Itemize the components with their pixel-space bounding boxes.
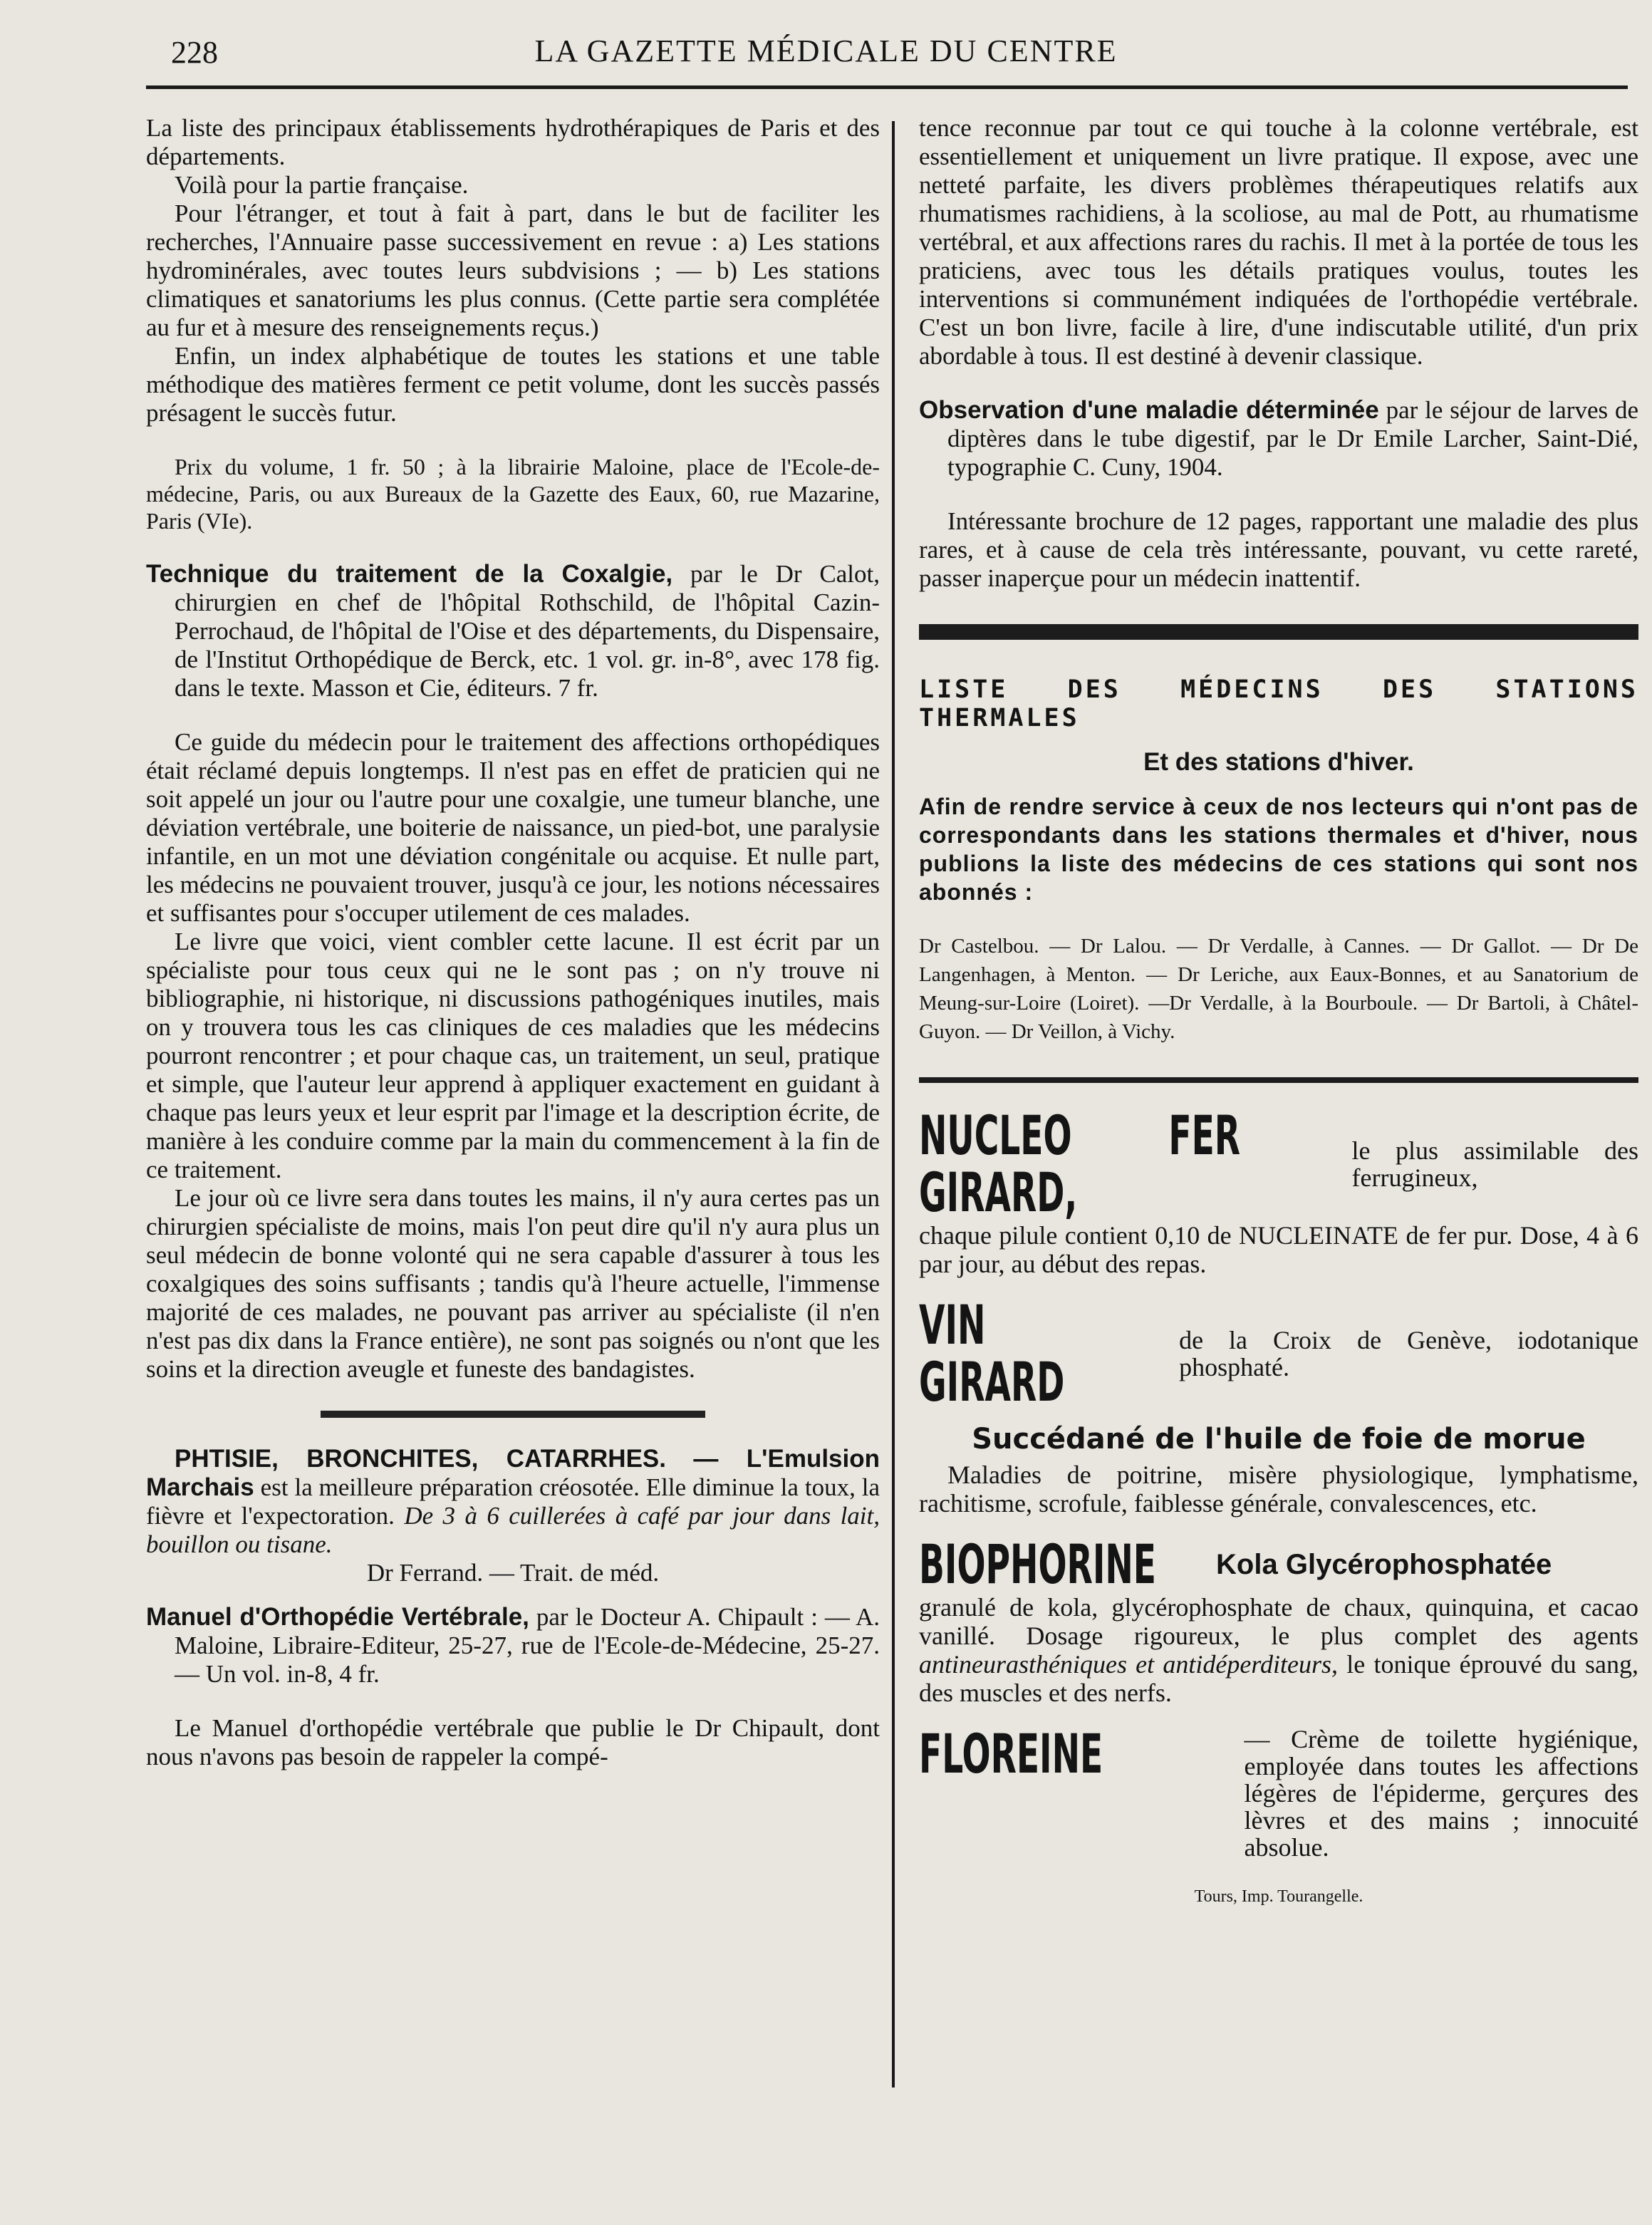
paragraph: Le Manuel d'orthopédie vertébrale que publie le Dr Chipault, dont nous n'avons pas besoin de rappeler la compé- xyxy=(146,1714,880,1770)
phtisie-dose: De 3 à 6 cuillerées à café par jour dans lait, bouillon ou tisane. xyxy=(146,1502,880,1558)
review-reference: par le Dr Calot, chirurgien en chef de l'hôpital Rothschild, de l'hôpital Cazin-Perrochaud, de l'hôpital de l'Oise et des départements, du Dispensaire, de l'Institut Orthopédique de Berck, etc. 1 vol. gr. in-8°, avec 178 fig. dans le texte. Masson et Cie, éditeurs. 7 fr. xyxy=(175,560,880,702)
ad-vin-girard xyxy=(919,1293,1638,1518)
ad-floreine xyxy=(919,1722,1638,1862)
paragraph: Ce guide du médecin pour le traitement des affections orthopédiques était réclamé depuis longtemps. Il n'est pas en effet de praticien qui ne soit appelé un jour ou l'autre pour une coxalgie, une tumeur blanche, une déviation vertébrale, une boiterie de naissance, un pied-bot, une paralysie infantile, en un mot une déviation congénitale ou acquise. Et nulle part, les médecins ne pouvaient trouver, jusqu'à ce jour, les notions nécessaires et suffisantes pour s'occuper utilement de ces malades. xyxy=(146,728,880,927)
manuel-reference: par le Docteur A. Chipault : — A. Maloine, Libraire-Editeur, 25-27, rue de l'Ecole-de-Médecine, 25-27. — Un vol. in-8, 4 fr. xyxy=(175,1603,880,1688)
ad-brand-name: NUCLEO FER GIRARD, xyxy=(919,1104,1241,1224)
ad-subheading: Succédané de l'huile de foie de morue xyxy=(972,1423,1586,1456)
book-review-observation xyxy=(919,396,1638,482)
phtisie-brand: — L'Emulsion Marchais xyxy=(146,1445,880,1501)
ad-text-part: granulé de kola, glycérophosphate de chaux, quinquina, et cacao vanillé. Dosage rigoureux, le plus complet des agents xyxy=(919,1593,1638,1650)
paragraph: Voilà pour la partie française. xyxy=(175,171,469,199)
observation-title: Observation d'une maladie déterminée xyxy=(919,396,1379,424)
paragraph: La liste des principaux établissements hydrothérapiques de Paris et des départements. xyxy=(146,114,880,170)
book-review-coxalgie xyxy=(146,560,880,702)
ad-tagline: le plus assimilable des ferrugineux, xyxy=(1351,1136,1638,1192)
ad-nucleo-fer-girard xyxy=(919,1104,1638,1278)
ad-text-emphasis: antineurasthéniques et antidéperditeurs, xyxy=(919,1650,1339,1679)
right-column xyxy=(919,114,1638,1911)
ad-tagline: de la Croix de Genève, iodotanique phosphaté. xyxy=(1179,1326,1638,1381)
page-number: 228 xyxy=(171,35,218,70)
review-title: Technique du traitement de la Coxalgie, xyxy=(146,560,673,588)
left-column xyxy=(146,114,880,1771)
liste-subtitle: Et des stations d'hiver. xyxy=(1143,748,1414,776)
phtisie-signature: Dr Ferrand. — Trait. de méd. xyxy=(366,1559,660,1587)
liste-names: Dr Castelbou. — Dr Lalou. — Dr Verdalle, à Cannes. — Dr Gallot. — Dr De Langenhagen, à Menton. — Dr Leriche, aux Eaux-Bonnes, et au Sanatorium de Meung-sur-Loire (Loiret). —Dr Verdalle, à la Bourboule. — Dr Bartoli, à Châtel-Guyon. — Dr Veillon, à Vichy. xyxy=(919,935,1638,1043)
paragraph: Enfin, un index alphabétique de toutes les stations et une table méthodique des matières ferment ce petit volume, dont les succès passés présagent le succès futur. xyxy=(146,342,880,427)
section-divider xyxy=(321,1411,705,1418)
paragraph: Le livre que voici, vient combler cette lacune. Il est écrit par un spécialiste pour tous ceux qui ne le sont pas ; on n'y trouve ni bibliographie, ni historique, ni discussions pathogéniques inutiles, mais on y trouvera tous les cas cliniques de ces maladies que les médecins pourront rencontrer ; et pour chaque cas, un traitement, un seul, pratique et simple, que l'auteur leur apprend à appliquer exactement en guidant à chaque pas leurs yeux et leur esprit par l'image et la description écrite, de manière à les conduire comme par la main du commencement à la fin de ce traitement. xyxy=(146,928,880,1183)
ad-text: Maladies de poitrine, misère physiologique, lymphatisme, rachitisme, scrofule, faiblesse générale, convalescences, etc. xyxy=(919,1461,1638,1518)
paragraph: Le jour où ce livre sera dans toutes les mains, il n'y aura certes pas un chirurgien spécialiste de moins, mais l'on peut dire qu'il n'y aura plus un seul médecin de bonne volonté qui ne sera capable d'assurer à tous les coxalgiques des soins suffisants ; tandis qu'à l'heure actuelle, l'immense majorité de ces malades, ne pouvant pas arriver au spécialiste (il n'en n'est pas dix dans la France entière), ne sont pas soignés ou n'ont que les soins et la direction aveugle et funeste des bandagistes. xyxy=(146,1184,880,1383)
journal-title: LA GAZETTE MÉDICALE DU CENTRE xyxy=(534,33,1118,68)
ad-tagline: Kola Glycérophosphatée xyxy=(1216,1549,1552,1580)
phtisie-heading: PHTISIE, BRONCHITES, CATARRHES. xyxy=(175,1445,666,1473)
ad-biophorine xyxy=(919,1532,1639,1707)
book-review-manuel xyxy=(146,1603,880,1689)
printer-imprint: Tours, Imp. Tourangelle. xyxy=(1194,1887,1363,1906)
manuel-title: Manuel d'Orthopédie Vertébrale, xyxy=(146,1603,529,1631)
liste-title: LISTE DES MÉDECINS DES STATIONS THERMALES xyxy=(919,675,1638,732)
ad-brand-name: BIOPHORINE xyxy=(919,1532,1156,1596)
column-separator xyxy=(892,121,895,2087)
paragraph: tence reconnue par tout ce qui touche à la colonne vertébrale, est essentiellement et uniquement un livre pratique. Il expose, avec une netteté parfaite, les divers problèmes thérapeutiques relatifs aux rhumatismes rachidiens, à la scoliose, au mal de Pott, au rhumatisme vertébral, et aux affections rares du rachis. Il met à la portée de tous les praticiens, avec tous les détails pratiques voulus, toutes les interventions si communément indiquées de l'orthopédie vertébrale. C'est un bon livre, facile à lire, d'une indiscutable utilité, d'un prix abordable à tous. Il est destiné à devenir classique. xyxy=(919,114,1638,370)
header-rule xyxy=(146,85,1628,89)
ad-text: chaque pilule contient 0,10 de NUCLEINATE de fer pur. Dose, 4 à 6 par jour, au début des repas. xyxy=(919,1221,1638,1278)
liste-intro: Afin de rendre service à ceux de nos lecteurs qui n'ont pas de correspondants dans les stations thermales et d'hiver, nous publions la liste des médecins de ces stations qui sont nos abonnés : xyxy=(919,794,1638,905)
observation-reference: par le séjour de larves de diptères dans le tube digestif, par le Dr Emile Larcher, Saint-Dié, typographie C. Cuny, 1904. xyxy=(947,396,1638,481)
ad-text: — Crème de toilette hygiénique, employée dans toutes les affections légères de l'épiderme, gerçures des lèvres et des mains ; innocuité absolue. xyxy=(1244,1725,1638,1862)
ad-text-part: le tonique éprouvé du sang, des muscles et des nerfs. xyxy=(919,1650,1639,1707)
phtisie-notice xyxy=(146,1445,880,1559)
price-note: Prix du volume, 1 fr. 50 ; à la librairie Maloine, place de l'Ecole-de-médecine, Paris, ou aux Bureaux de la Gazette des Eaux, 60, rue Mazarine, Paris (VIe). xyxy=(146,454,880,534)
phtisie-text: est la meilleure préparation créosotée. Elle diminue la toux, la fièvre et l'expectoration. xyxy=(146,1473,880,1530)
ad-text xyxy=(919,1593,1638,1707)
paragraph: Pour l'étranger, et tout à fait à part, dans le but de faciliter les recherches, l'Annuaire passe successivement en revue : a) Les stations hydrominérales, avec toutes leurs subdvisions ; — b) Les stations climatiques et sanatoriums les plus connus. (Cette partie sera complétée au fur et à mesure des renseignements reçus.) xyxy=(146,199,880,341)
ad-brand-name: VIN GIRARD xyxy=(919,1293,1065,1414)
section-bar xyxy=(919,1077,1638,1083)
section-bar xyxy=(919,624,1638,640)
ad-brand-name: FLOREINE xyxy=(919,1722,1103,1785)
page-header xyxy=(0,0,1652,93)
paragraph: Intéressante brochure de 12 pages, rapportant une maladie des plus rares, et à cause de cela très intéressante, pouvant, vu cette rareté, passer inaperçue pour un médecin inattentif. xyxy=(919,507,1638,592)
